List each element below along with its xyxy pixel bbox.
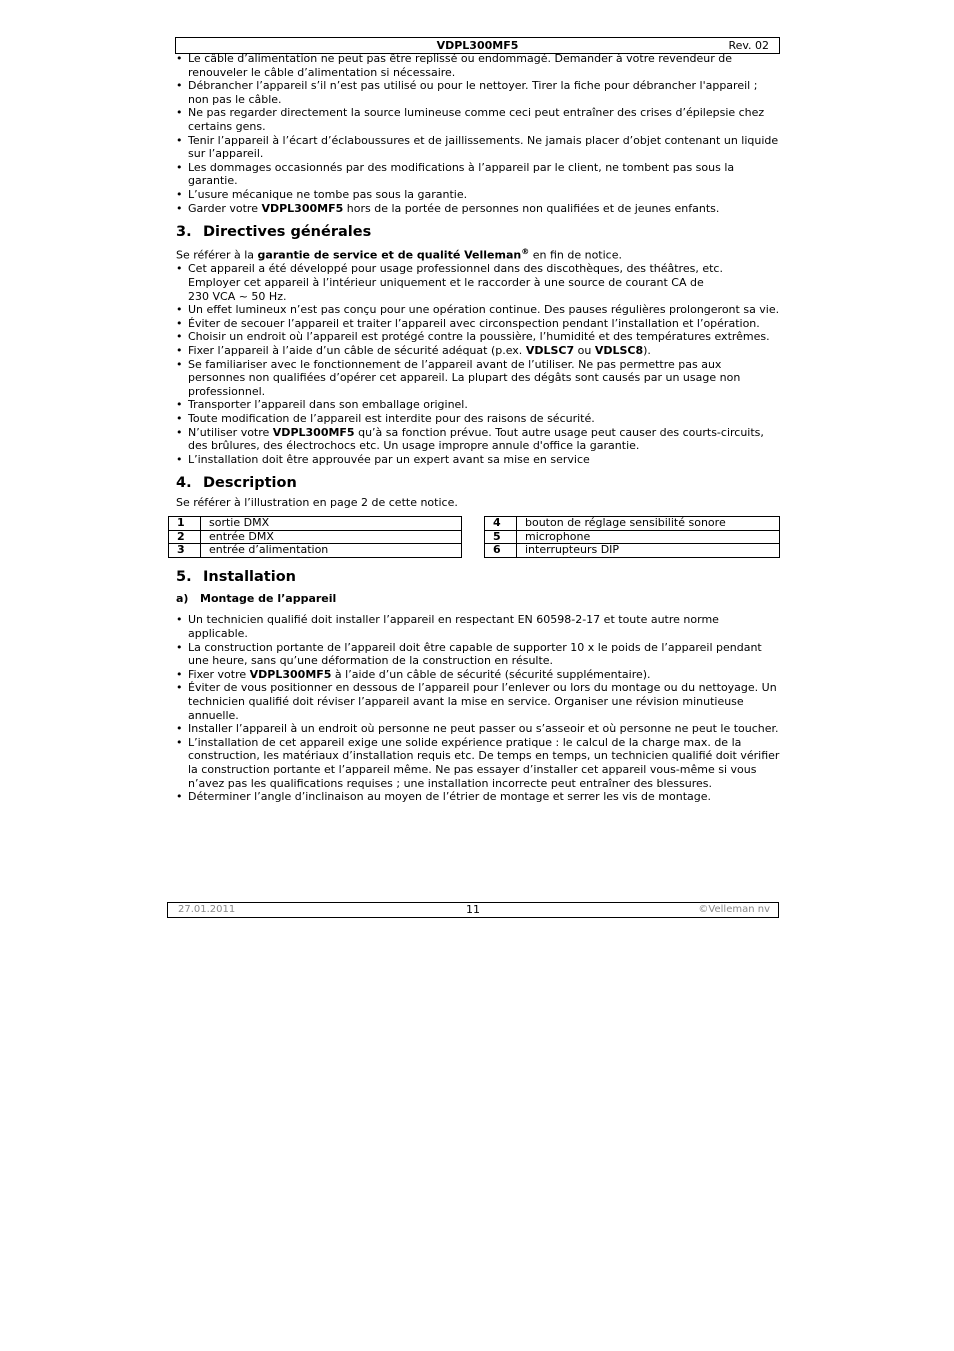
list-item: • Un technicien qualifié doit installer l’appareil en respectant EN 60598-2-17 et toute autre norme applicable. [176, 613, 780, 640]
model-name: VDPL300MF5 [249, 667, 332, 681]
subsection-heading [176, 592, 780, 606]
text-run: Se référer à la [176, 248, 258, 262]
list-item: • Toute modification de l’appareil est interdite pour des raisons de sécurité. [176, 412, 780, 426]
footer-date: 27.01.2011 [178, 904, 236, 915]
list-item: • L’installation de cet appareil exige une solide expérience pratique : le calcul de la charge max. de la construction, les matériaux d’installation requis etc. De temps en temps, un technicien qualifié doit vérifier la construction portante et l’appareil même. Ne pas essayer d’installer cet appareil vous-même si vous n’avez pas les qualifications requises ; une installation incorrecte peut entraîner des blessures. [176, 736, 780, 790]
installation-list [176, 613, 780, 803]
description-table-left [168, 516, 462, 558]
list-item [176, 344, 780, 358]
list-item: • L’installation doit être approuvée par un expert avant sa mise en service [176, 453, 780, 467]
section-number: 4. [176, 475, 192, 492]
text-run: N’utiliser votre [188, 425, 273, 439]
page-number: 11 [466, 903, 480, 916]
section-3-heading [176, 223, 780, 241]
header-revision: Rev. 02 [728, 39, 769, 52]
text-run: à l’aide d’un câble de sécurité (sécurité supplémentaire). [331, 667, 651, 681]
text-run: Fixer votre [188, 667, 250, 681]
list-item [176, 202, 780, 216]
subsection-number: a) [176, 591, 189, 605]
table-row [169, 516, 462, 530]
list-item: • Ne pas regarder directement la source lumineuse comme ceci peut entraîner des crises d’épilepsie chez certains gens. [176, 106, 780, 133]
description-table-right [484, 516, 780, 558]
item-number: 6 [485, 544, 517, 558]
item-label: entrée DMX [201, 530, 462, 544]
item-number: 1 [169, 516, 201, 530]
list-item: • Se familiariser avec le fonctionnement de l’appareil avant de l’utiliser. Ne pas permettre pas aux personnes non qualifiées d’opérer cet appareil. La plupart des dégâts sont causés par un usage non professionnel. [176, 358, 780, 399]
list-item: • Déterminer l’angle d’inclinaison au moyen de l’étrier de montage et serrer les vis de montage. [176, 790, 780, 804]
item-number: 3 [169, 544, 201, 558]
text-run: ou [574, 343, 595, 357]
text-run: ). [643, 343, 651, 357]
registered-mark: ® [521, 247, 530, 257]
text-run: hors de la portée de personnes non qualifiées et de jeunes enfants. [343, 201, 720, 215]
table-row [485, 530, 780, 544]
list-item [176, 426, 780, 453]
section-title: Installation [203, 568, 296, 585]
footer-copyright: ©Velleman nv [698, 904, 770, 915]
table-row [169, 530, 462, 544]
list-item: • Tenir l’appareil à l’écart d’éclaboussures et de jaillissements. Ne jamais placer d’objet contenant un liquide sur l’appareil. [176, 134, 780, 161]
model-name: VDLSC7 [525, 343, 575, 357]
list-item: • Un effet lumineux n’est pas conçu pour une opération continue. Des pauses régulières prolongeront sa vie. [176, 303, 780, 317]
text-run: qu’à sa fonction prévue. Tout autre usage peut causer des courts-circuits, des brûlures, des électrochocs etc. Un usage impropre annule d'office la garantie. [188, 425, 764, 453]
text-run: en fin de notice. [529, 248, 622, 262]
item-label: sortie DMX [201, 516, 462, 530]
page-content [176, 52, 780, 804]
table-row [485, 544, 780, 558]
list-item: • Choisir un endroit où l’appareil est protégé contre la poussière, l’humidité et des températures extrêmes. [176, 330, 780, 344]
item-number: 2 [169, 530, 201, 544]
text-run: Fixer l’appareil à l’aide d’un câble de sécurité adéquat (p.ex. [188, 343, 526, 357]
guidelines-list [176, 262, 780, 466]
model-name: VDLSC8 [594, 343, 644, 357]
model-name: VDPL300MF5 [272, 425, 355, 439]
subsection-title: Montage de l’appareil [200, 591, 337, 605]
section-4-intro: Se référer à l’illustration en page 2 de cette notice. [176, 496, 458, 510]
item-label: bouton de réglage sensibilité sonore [517, 516, 780, 530]
text-run: 230 VCA ~ 50 Hz. [188, 289, 287, 303]
list-item: • L’usure mécanique ne tombe pas sous la garantie. [176, 188, 780, 202]
list-item: • La construction portante de l’appareil doit être capable de supporter 10 x le poids de l’appareil pendant une heure, sans qu’une déformation de la construction en résulte. [176, 641, 780, 668]
section-5-heading [176, 568, 780, 586]
section-4-heading [176, 474, 780, 492]
list-item: • Débrancher l’appareil s’il n’est pas utilisé ou pour le nettoyer. Tirer la fiche pour débrancher l'appareil ; non pas le câble. [176, 79, 780, 106]
model-name: VDPL300MF5 [261, 201, 344, 215]
table-row [169, 544, 462, 558]
list-item: • Le câble d’alimentation ne peut pas être replissé ou endommagé. Demander à votre revendeur de renouveler le câble d’alimentation si nécessaire. [176, 52, 780, 79]
item-label: interrupteurs DIP [517, 544, 780, 558]
item-number: 5 [485, 530, 517, 544]
list-item: • Installer l’appareil à un endroit où personne ne peut passer ou s’asseoir et où personne ne peut le toucher. [176, 722, 780, 736]
text-run: Garder votre [188, 201, 262, 215]
list-item: • Éviter de secouer l’appareil et traiter l’appareil avec circonspection pendant l’installation et l’opération. [176, 317, 780, 331]
item-label: entrée d’alimentation [201, 544, 462, 558]
text-run: Cet appareil a été développé pour usage professionnel dans des discothèques, des théâtres, etc. [188, 262, 723, 276]
section-number: 5. [176, 568, 192, 585]
item-label: microphone [517, 530, 780, 544]
list-item [176, 262, 780, 303]
warranty-reference: garantie de service et de qualité Velleman [257, 248, 522, 262]
list-item: • Transporter l’appareil dans son emballage originel. [176, 398, 780, 412]
safety-list [176, 52, 780, 215]
list-item: • Les dommages occasionnés par des modifications à l’appareil par le client, ne tombent pas sous la garantie. [176, 161, 780, 188]
section-title: Directives générales [203, 224, 372, 241]
table-row [485, 516, 780, 530]
section-3-intro [176, 245, 780, 262]
header-model: VDPL300MF5 [436, 39, 519, 52]
page-footer [167, 902, 779, 918]
section-number: 3. [176, 224, 192, 241]
section-title: Description [203, 475, 297, 492]
text-run: Employer cet appareil à l’intérieur uniquement et le raccorder à une source de courant CA de [188, 275, 704, 289]
description-tables [168, 516, 780, 560]
list-item [176, 668, 780, 682]
list-item: • Éviter de vous positionner en dessous de l’appareil pour l’enlever ou lors du montage ou du nettoyage. Un technicien qualifié doit réviser l’appareil avant la mise en service. Organiser une révision minutieuse annuelle. [176, 681, 780, 722]
item-number: 4 [485, 516, 517, 530]
